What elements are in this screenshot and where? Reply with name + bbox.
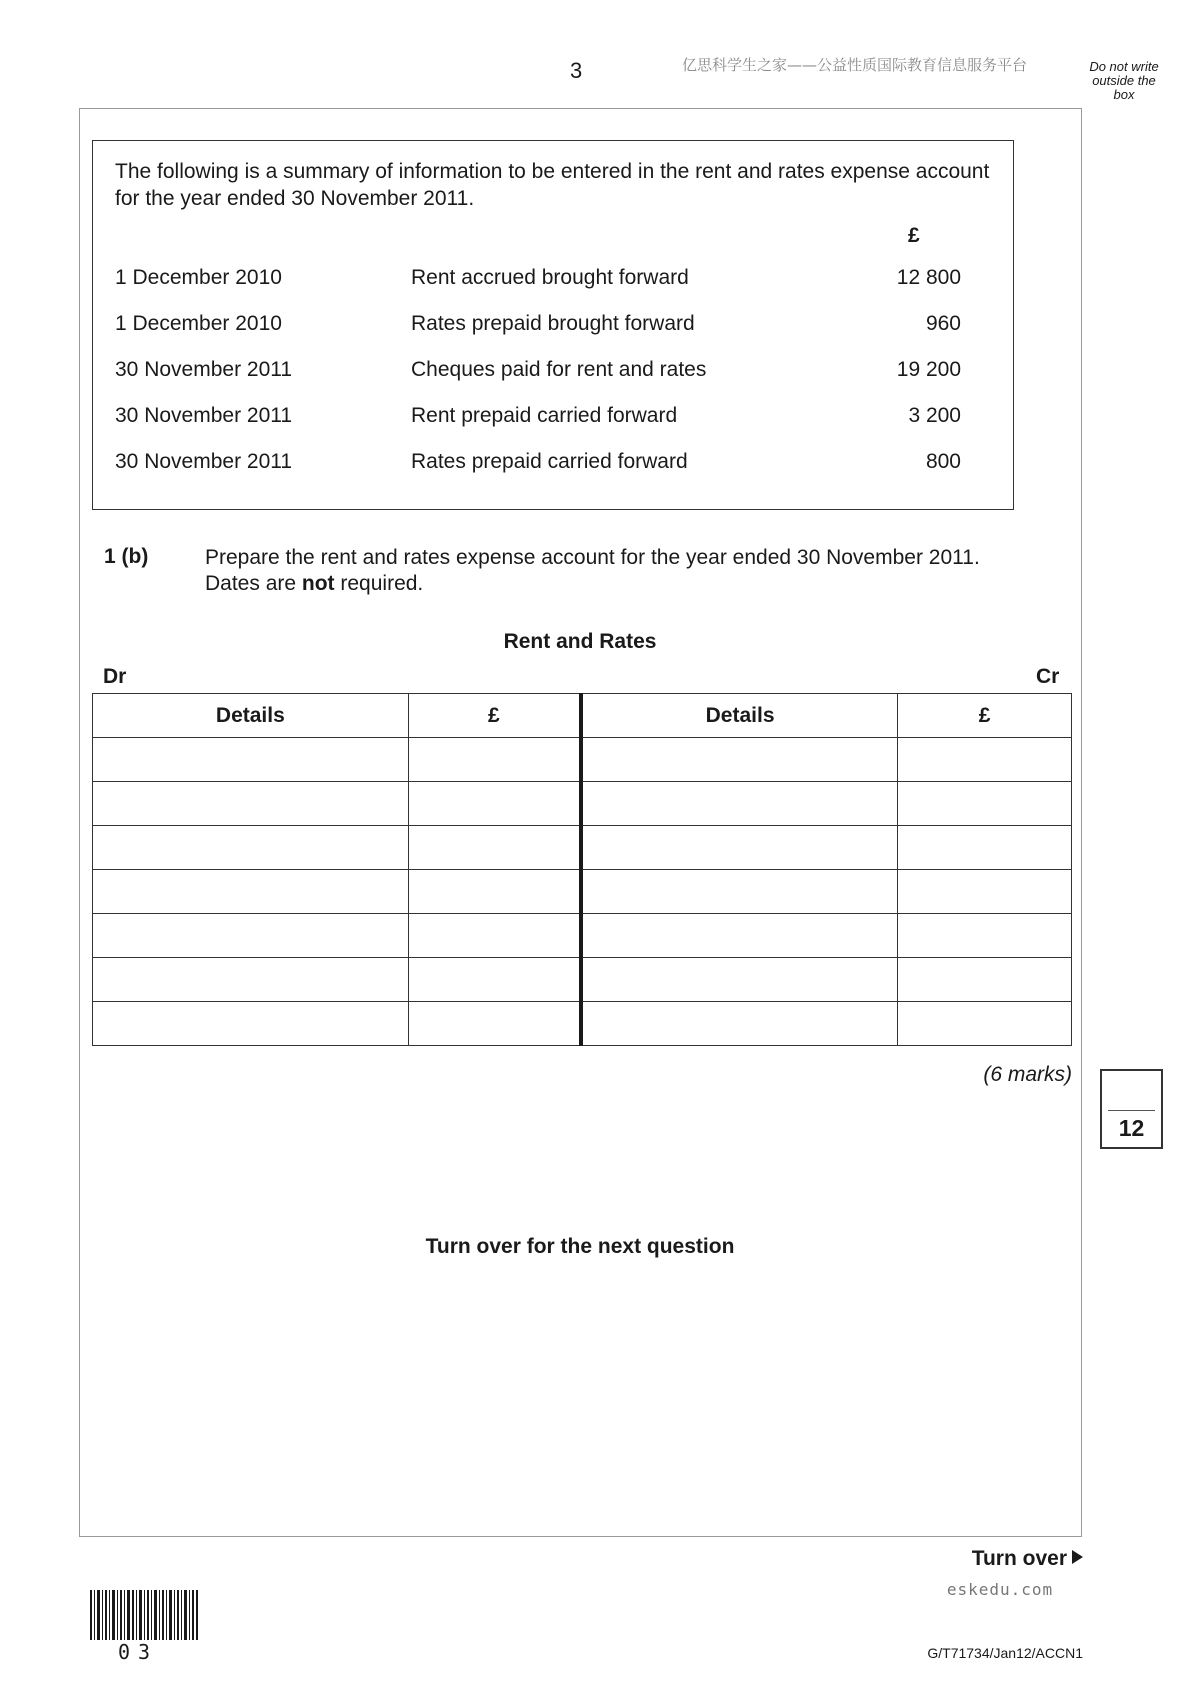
question-line-2: [205, 571, 1065, 597]
paper-reference: G/T71734/Jan12/ACCN1: [927, 1645, 1083, 1661]
credit-amount-cell: [898, 782, 1072, 826]
debit-amount-cell: [408, 914, 581, 958]
margin-note: Do not write outside the box: [1089, 59, 1159, 102]
ledger-row: [93, 782, 1072, 826]
info-description: Rates prepaid brought forward: [411, 312, 695, 335]
info-date: 30 November 2011: [115, 358, 293, 381]
ledger-row: [93, 870, 1072, 914]
debit-details-cell: [93, 782, 409, 826]
debit-amount-cell: [408, 782, 581, 826]
header-details-credit: Details: [581, 694, 898, 738]
debit-details-cell: [93, 1002, 409, 1046]
barcode-number: 03: [118, 1640, 159, 1664]
debit-amount-cell: [408, 958, 581, 1002]
header-details-debit: Details: [93, 694, 409, 738]
turn-over: [950, 1547, 1083, 1571]
question-number: 1 (b): [104, 545, 149, 568]
score-box: [1100, 1069, 1163, 1149]
info-amount: 800: [925, 450, 961, 473]
info-description: Rent accrued brought forward: [411, 266, 689, 289]
info-row: [115, 266, 961, 296]
score-line: [1108, 1110, 1155, 1111]
info-amount: 960: [925, 312, 961, 335]
credit-amount-cell: [898, 826, 1072, 870]
info-row: [115, 404, 961, 434]
info-description: Rent prepaid carried forward: [411, 404, 678, 427]
ledger-header-row: [93, 694, 1072, 738]
ledger-row: [93, 826, 1072, 870]
credit-details-cell: [581, 782, 898, 826]
ledger-body: [93, 738, 1072, 1046]
credit-details-cell: [581, 914, 898, 958]
header-amount-debit: £: [408, 694, 581, 738]
credit-amount-cell: [898, 958, 1072, 1002]
page-number: 3: [570, 58, 583, 83]
question-emphasis: not: [301, 572, 335, 595]
credit-details-cell: [581, 870, 898, 914]
credit-details-cell: [581, 826, 898, 870]
debit-amount-cell: [408, 826, 581, 870]
info-description: Rates prepaid carried forward: [411, 450, 688, 473]
credit-details-cell: [581, 1002, 898, 1046]
turn-over-label: Turn over: [971, 1547, 1067, 1570]
credit-label: Cr: [1036, 665, 1060, 688]
account-title: Rent and Rates: [503, 630, 657, 653]
credit-amount-cell: [898, 914, 1072, 958]
next-question-note: Turn over for the next question: [425, 1235, 735, 1258]
info-date: 30 November 2011: [115, 404, 293, 427]
ledger-row: [93, 958, 1072, 1002]
arrow-right-icon: [1072, 1550, 1083, 1564]
info-description: Cheques paid for rent and rates: [411, 358, 707, 381]
info-row: [115, 358, 961, 388]
debit-details-cell: [93, 738, 409, 782]
barcode-icon: [90, 1590, 200, 1640]
info-date: 1 December 2010: [115, 266, 282, 289]
ledger-row: [93, 914, 1072, 958]
debit-details-cell: [93, 870, 409, 914]
info-row: [115, 450, 961, 480]
info-amount: 19 200: [896, 358, 961, 381]
credit-details-cell: [581, 738, 898, 782]
debit-details-cell: [93, 826, 409, 870]
info-amount: 12 800: [896, 266, 961, 289]
credit-amount-cell: [898, 738, 1072, 782]
info-row: [115, 312, 961, 342]
debit-details-cell: [93, 958, 409, 1002]
info-date: 30 November 2011: [115, 450, 293, 473]
marks-label: (6 marks): [983, 1063, 1072, 1086]
ledger-row: [93, 738, 1072, 782]
credit-amount-cell: [898, 870, 1072, 914]
info-amount: 3 200: [908, 404, 961, 427]
info-intro: The following is a summary of information to be entered in the rent and rates expense account for the year ended 30 November 2011.: [115, 160, 990, 210]
debit-details-cell: [93, 914, 409, 958]
debit-label: Dr: [103, 665, 127, 688]
credit-details-cell: [581, 958, 898, 1002]
question-line-2-start: Dates are: [205, 572, 302, 595]
score-value: 12: [1118, 1115, 1145, 1141]
question-line-2-end: required.: [334, 572, 424, 595]
question-text: [205, 545, 1065, 597]
debit-amount-cell: [408, 738, 581, 782]
debit-amount-cell: [408, 1002, 581, 1046]
ledger-row: [93, 1002, 1072, 1046]
credit-amount-cell: [898, 1002, 1072, 1046]
header-amount-credit: £: [898, 694, 1072, 738]
watermark-text: 亿思科学生之家——公益性质国际教育信息服务平台: [682, 56, 1028, 74]
debit-amount-cell: [408, 870, 581, 914]
question-line-1: Prepare the rent and rates expense account for the year ended 30 November 2011.: [205, 546, 980, 569]
currency-header: £: [908, 224, 920, 247]
info-date: 1 December 2010: [115, 312, 282, 335]
ledger-table: [92, 693, 1072, 1046]
site-watermark: eskedu.com: [946, 1580, 1054, 1599]
